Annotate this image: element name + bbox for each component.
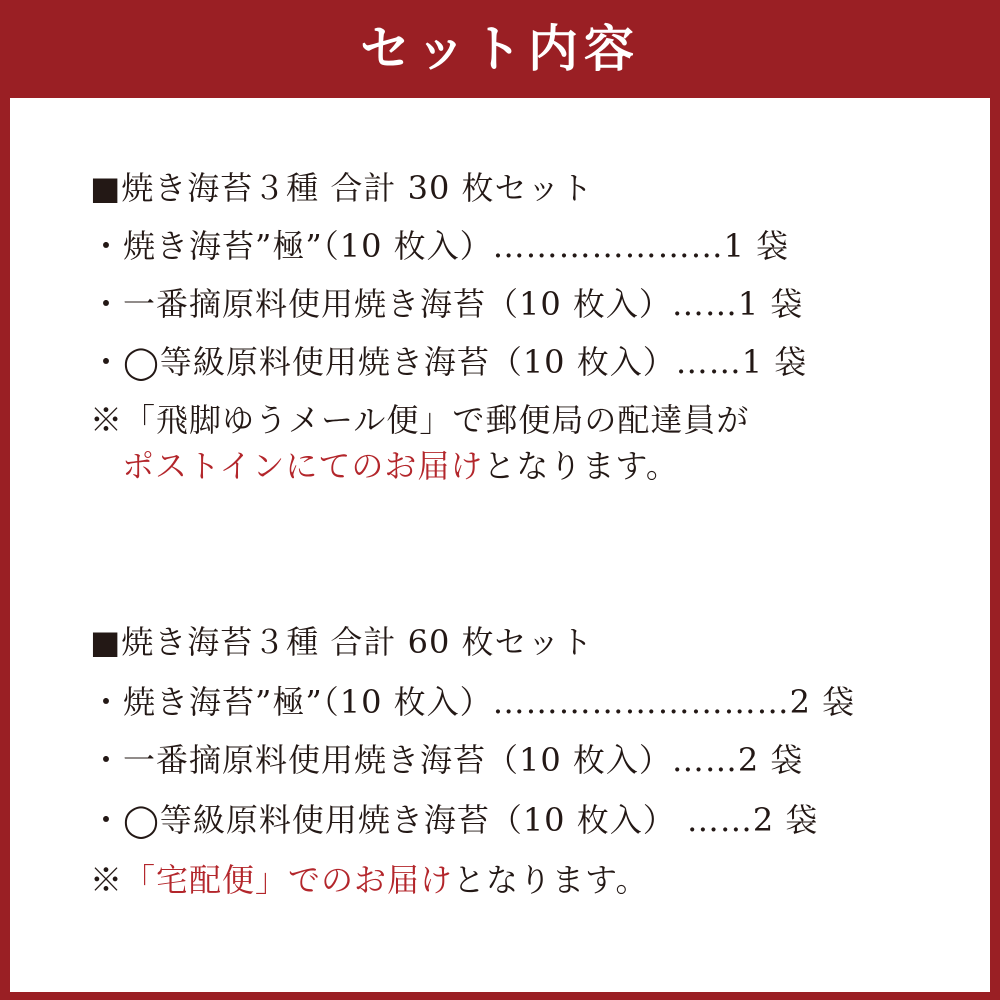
set60-item-3: ・◯等級原料使用焼き海苔（10 枚入） ……2 袋 xyxy=(90,801,819,839)
header-bar xyxy=(0,0,1000,98)
set30-item-2: ・一番摘原料使用焼き海苔（10 枚入）……1 袋 xyxy=(90,285,804,323)
set30-note-line2 xyxy=(122,447,679,485)
set60-note xyxy=(90,861,649,899)
set30-item-1: ・焼き海苔”極”（10 枚入）…………………1 袋 xyxy=(90,227,790,265)
set60-note-prefix: ※ xyxy=(90,861,124,899)
set60-note-highlight: 「宅配便」でのお届け xyxy=(123,861,454,899)
set60-item-2: ・一番摘原料使用焼き海苔（10 枚入）……2 袋 xyxy=(90,741,804,779)
set60-item-1: ・焼き海苔”極”（10 枚入）………………………2 袋 xyxy=(90,683,856,721)
set30-note-rest: となります。 xyxy=(483,447,679,485)
set30-item-3: ・◯等級原料使用焼き海苔（10 枚入）……1 袋 xyxy=(90,343,808,381)
set30-heading: ■焼き海苔３種 合計 30 枚セット xyxy=(90,169,594,207)
set60-heading: ■焼き海苔３種 合計 60 枚セット xyxy=(90,623,594,661)
set60-note-rest: となります。 xyxy=(453,861,649,899)
content-panel xyxy=(10,98,990,992)
set30-note-highlight: ポストインにてのお届け xyxy=(122,447,484,485)
set30-note-line1: ※「飛脚ゆうメール便」で郵便局の配達員が xyxy=(90,401,750,439)
page-title: セット内容 xyxy=(360,19,640,78)
